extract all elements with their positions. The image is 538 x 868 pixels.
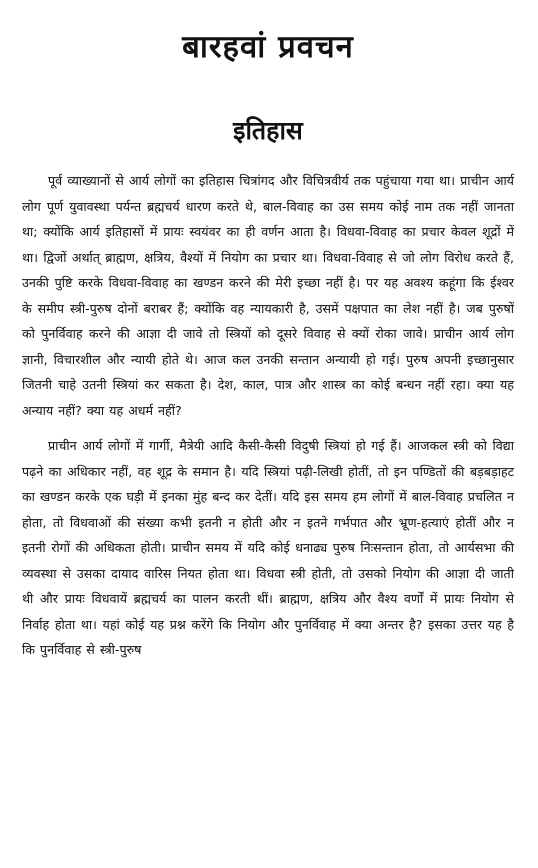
paragraph-1: पूर्व व्याख्यानों से आर्य लोगों का इतिहास चित्रांगद और विचित्रवीर्य तक पहुंचाया गया था। प्राचीन आर्य लोग पूर्ण युवावस्था पर्यन्त ब्रह्मचर्य धारण करते थे, बाल-विवाह का उस समय कोई नाम तक नहीं जानता था; क्योंकि आर्य इतिहासों में प्रायः स्वयंवर का ही वर्णन आता है। विधवा-विवाह का प्रचार केवल शूद्रों में था। द्विजों अर्थात् ब्राह्मण, क्षत्रिय, वैश्यों में नियोग का प्रचार था। विधवा-विवाह से जो लोग विरोध करते हैं, उनकी पुष्टि करके विधवा-विवाह का खण्डन करने की मेरी इच्छा नहीं है। पर यह अवश्य कहूंगा कि ईश्वर के समीप स्त्री-पुरुष दोनों बराबर हैं; क्योंकि वह न्यायकारी है, उसमें पक्षपात का लेश नहीं है। जब पुरुषों को पुनर्विवाह करने की आज्ञा दी जावे तो स्त्रियों को दूसरे विवाह से क्यों रोका जावे। प्राचीन आर्य लोग ज्ञानी, विचारशील और न्यायी होते थे। आज कल उनकी सन्तान अन्यायी हो गई। पुरुष अपनी इच्छानुसार जितनी चाहे उतनी स्त्रियां कर सकता है। देश, काल, पात्र और शास्त्र का कोई बन्धन नहीं रहा। क्या यह अन्याय नहीं? क्या यह अधर्म नहीं? [22, 173, 514, 418]
paragraph-2: प्राचीन आर्य लोगों में गार्गी, मैत्रेयी आदि कैसी-कैसी विदुषी स्त्रियां हो गई हैं। आजकल स्त्री को विद्या पढ़ने का अधिकार नहीं, वह शूद्र के समान है। यदि स्त्रियां पढ़ी-लिखी होतीं, तो इन पण्डितों की बड़बड़ाहट का खण्डन करके एक घड़ी में इनका मुंह बन्द कर देतीं। यदि इस समय हम लोगों में बाल-विवाह प्रचलित न होता, तो विधवाओं की संख्या कभी इतनी न होती और न इतने गर्भपात और भ्रूण-हत्याएं होतीं और न इतनी रोगों की अधिकता होती। प्राचीन समय में यदि कोई धनाढ्य पुरुष निःसन्तान होता, तो आर्यसभा की व्यवस्था से उसका दायाद वारिस नियत होता था। विधवा स्त्री होती, तो उसको नियोग की आज्ञा दी जाती थी और प्रायः विधवायें ब्रह्मचर्य का पालन करती थीं। ब्राह्मण, क्षत्रिय और वैश्य वर्णों में प्रायः नियोग से निर्वाह होता था। यहां कोई यह प्रश्न करेंगे कि नियोग और पुनर्विवाह में क्या अन्तर है? इसका उत्तर यह है कि पुनर्विवाह से स्त्री-पुरुष [22, 438, 514, 657]
chapter-title: बारहवां प्रवचन [182, 29, 354, 65]
section-title: इतिहास [233, 116, 303, 145]
